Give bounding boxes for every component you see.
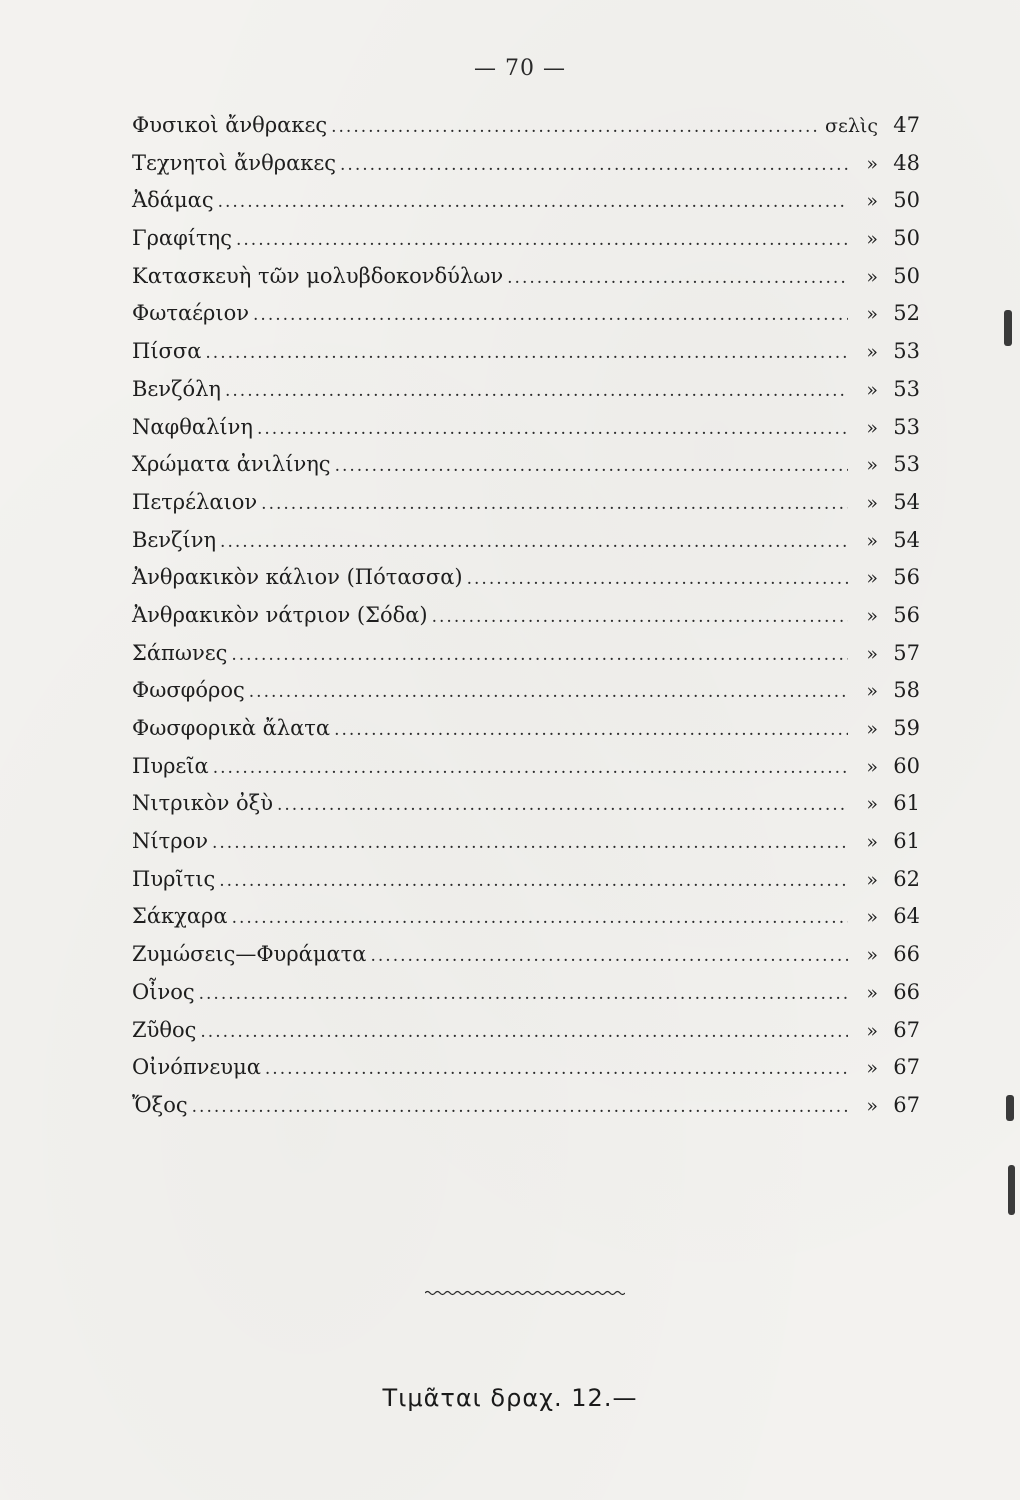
toc-entry xyxy=(132,1055,920,1093)
toc-entry-title: Χρώματα ἀνιλίνης xyxy=(132,452,331,477)
dot-leader xyxy=(219,871,848,891)
toc-entry-title: Οἶνος xyxy=(132,979,195,1004)
toc-entry-page: 54 xyxy=(893,489,920,514)
dot-leader xyxy=(192,1097,848,1117)
toc-entry-ditto-mark: » xyxy=(866,341,878,364)
toc-entry xyxy=(132,528,920,566)
dot-leader xyxy=(370,946,848,966)
toc-entry-page: 62 xyxy=(893,866,920,891)
toc-entry xyxy=(132,339,920,377)
dot-leader xyxy=(200,1022,848,1042)
toc-entry-ditto-mark: » xyxy=(866,454,878,477)
toc-entry xyxy=(132,1018,920,1056)
binding-thread-mark xyxy=(1008,1165,1015,1215)
toc-entry-title: Πυρῖτις xyxy=(132,866,216,891)
toc-entry-ditto-mark: » xyxy=(866,190,878,213)
toc-entry-page: 53 xyxy=(893,452,920,477)
toc-entry-ditto-mark: » xyxy=(866,680,878,703)
toc-entry-title: Τεχνητοὶ ἄνθρακες xyxy=(132,150,337,175)
dot-leader xyxy=(220,532,848,552)
toc-entry-page: 52 xyxy=(893,301,920,326)
toc-entry-title: Φωσφορικὰ ἄλατα xyxy=(132,716,331,740)
toc-entry xyxy=(132,377,920,415)
toc-entry-page: 59 xyxy=(893,716,920,740)
toc-entry-ditto-mark: » xyxy=(866,1057,878,1080)
toc-entry-ditto-mark: » xyxy=(866,906,878,929)
toc-entry-ditto-mark: » xyxy=(866,1094,878,1117)
toc-entry-title: Βενζίνη xyxy=(132,527,217,552)
toc-entry xyxy=(132,565,920,603)
toc-entry-page: 57 xyxy=(893,640,920,665)
toc-entry-ditto-mark: » xyxy=(866,944,878,967)
toc-entry-title: Νιτρικὸν ὀξὺ xyxy=(132,791,273,816)
toc-entry-ditto-mark: » xyxy=(866,755,878,778)
toc-entry xyxy=(132,904,920,942)
toc-entry-title: Ἀνθρακικὸν νάτριον (Σόδα) xyxy=(132,602,428,627)
toc-entry-title: Ζυμώσεις—Φυράματα xyxy=(132,942,367,967)
toc-entry-ditto-mark: » xyxy=(866,604,878,627)
binding-thread-mark xyxy=(1004,310,1012,346)
dot-leader xyxy=(236,230,848,250)
toc-entry-ditto-mark: » xyxy=(866,642,878,665)
toc-entry-page: 66 xyxy=(893,942,920,967)
toc-entry-page: 60 xyxy=(893,753,920,778)
toc-entry xyxy=(132,1093,920,1131)
dot-leader xyxy=(218,192,848,212)
toc-entry-page: 61 xyxy=(893,791,920,816)
dot-leader xyxy=(249,682,848,702)
toc-entry-title: Ζῦθος xyxy=(132,1017,197,1042)
toc-entry-title: Σάπωνες xyxy=(132,640,228,665)
toc-entry-title: Οἰνόπνευμα xyxy=(132,1055,261,1080)
toc-entry-ditto-mark: » xyxy=(866,378,878,401)
toc-entry-ditto-mark: » xyxy=(866,529,878,552)
dot-leader xyxy=(432,607,848,627)
toc-entry xyxy=(132,754,920,792)
toc-entry-ditto-mark: » xyxy=(866,303,878,326)
toc-entry-page: 48 xyxy=(893,150,920,175)
toc-entry-title: Πυρεῖα xyxy=(132,753,209,778)
dot-leader xyxy=(232,908,848,928)
dot-leader xyxy=(335,456,848,476)
toc-entry xyxy=(132,415,920,453)
toc-entry xyxy=(132,151,920,189)
toc-entry-title: Βενζόλη xyxy=(132,376,221,401)
toc-entry-page: 50 xyxy=(893,263,920,288)
toc-entry-ditto-mark: » xyxy=(866,981,878,1004)
toc-entry-ditto-mark: » xyxy=(866,491,878,514)
toc-entry-title: Φωταέριον xyxy=(132,301,250,326)
toc-entry-title: Κατασκευὴ τῶν μολυβδοκονδύλων xyxy=(132,263,504,288)
toc-entry xyxy=(132,980,920,1018)
dot-leader xyxy=(334,720,848,740)
toc-entry-page: 64 xyxy=(893,904,920,929)
dot-leader xyxy=(331,117,821,137)
toc-entry-ditto-mark: » xyxy=(866,567,878,590)
toc-entry-ditto-mark: » xyxy=(866,265,878,288)
toc-entry-page: 50 xyxy=(893,226,920,251)
toc-entry-title: Πετρέλαιον xyxy=(132,489,258,514)
toc-entry-page-prefix: σελὶς xyxy=(825,115,878,137)
toc-entry-title: Ὄξος xyxy=(132,1092,188,1117)
toc-entry xyxy=(132,641,920,679)
toc-entry-title: Ναφθαλίνη xyxy=(132,414,253,439)
toc-entry-page: 66 xyxy=(893,979,920,1004)
toc-entry-page: 56 xyxy=(893,602,920,627)
toc-entry xyxy=(132,452,920,490)
toc-entry-page: 53 xyxy=(893,339,920,364)
dot-leader xyxy=(507,268,848,288)
toc-entry xyxy=(132,490,920,528)
toc-entry xyxy=(132,188,920,226)
toc-entry-page: 56 xyxy=(893,565,920,590)
dot-leader xyxy=(467,569,848,589)
page-number: — 70 — xyxy=(474,56,566,81)
toc-entry-page: 67 xyxy=(893,1092,920,1117)
table-of-contents xyxy=(132,113,920,1131)
toc-entry-ditto-mark: » xyxy=(866,868,878,891)
toc-entry-page: 58 xyxy=(893,678,920,703)
dot-leader xyxy=(265,1059,848,1079)
toc-entry-page: 47 xyxy=(893,113,920,137)
toc-entry-ditto-mark: » xyxy=(866,831,878,854)
toc-entry xyxy=(132,226,920,264)
toc-entry xyxy=(132,791,920,829)
toc-entry-page: 61 xyxy=(893,829,920,854)
toc-entry-title: Γραφίτης xyxy=(132,226,232,251)
dot-leader xyxy=(225,381,848,401)
toc-entry-page: 67 xyxy=(893,1017,920,1042)
dot-leader xyxy=(253,305,848,325)
toc-entry xyxy=(132,113,920,151)
dot-leader xyxy=(277,795,848,815)
toc-entry-page: 50 xyxy=(893,188,920,213)
toc-entry-ditto-mark: » xyxy=(866,416,878,439)
toc-entry-ditto-mark: » xyxy=(866,793,878,816)
price-line: Τιμᾶται δραχ. 12.— xyxy=(382,1384,638,1412)
toc-entry-title: Φυσικοὶ ἄνθρακες xyxy=(132,113,328,137)
toc-entry-ditto-mark: » xyxy=(866,228,878,251)
dot-leader xyxy=(257,419,848,439)
toc-entry-page: 67 xyxy=(893,1055,920,1080)
dot-leader xyxy=(212,833,848,853)
binding-thread-mark xyxy=(1006,1095,1014,1121)
toc-entry xyxy=(132,603,920,641)
toc-entry xyxy=(132,829,920,867)
wavy-divider xyxy=(425,1290,625,1296)
toc-entry-page: 53 xyxy=(893,414,920,439)
toc-entry-title: Σάκχαρα xyxy=(132,904,228,929)
toc-entry-title: Ἀνθρακικὸν κάλιον (Πότασσα) xyxy=(132,565,463,590)
dot-leader xyxy=(231,645,848,665)
toc-entry-title: Πίσσα xyxy=(132,339,202,364)
toc-entry-title: Νίτρον xyxy=(132,829,208,854)
toc-entry xyxy=(132,716,920,754)
toc-entry-title: Φωσφόρος xyxy=(132,678,245,703)
dot-leader xyxy=(261,494,848,514)
toc-entry-ditto-mark: » xyxy=(866,718,878,740)
toc-entry-ditto-mark: » xyxy=(866,1019,878,1042)
toc-entry xyxy=(132,942,920,980)
toc-entry-page: 53 xyxy=(893,376,920,401)
toc-entry-page: 54 xyxy=(893,527,920,552)
dot-leader xyxy=(213,758,848,778)
toc-entry xyxy=(132,301,920,339)
toc-entry-title: Ἀδάμας xyxy=(132,188,214,213)
dot-leader xyxy=(205,343,848,363)
toc-entry-ditto-mark: » xyxy=(866,152,878,175)
toc-entry xyxy=(132,867,920,905)
dot-leader xyxy=(199,984,848,1004)
dot-leader xyxy=(340,155,848,175)
toc-entry xyxy=(132,678,920,716)
toc-entry xyxy=(132,264,920,302)
